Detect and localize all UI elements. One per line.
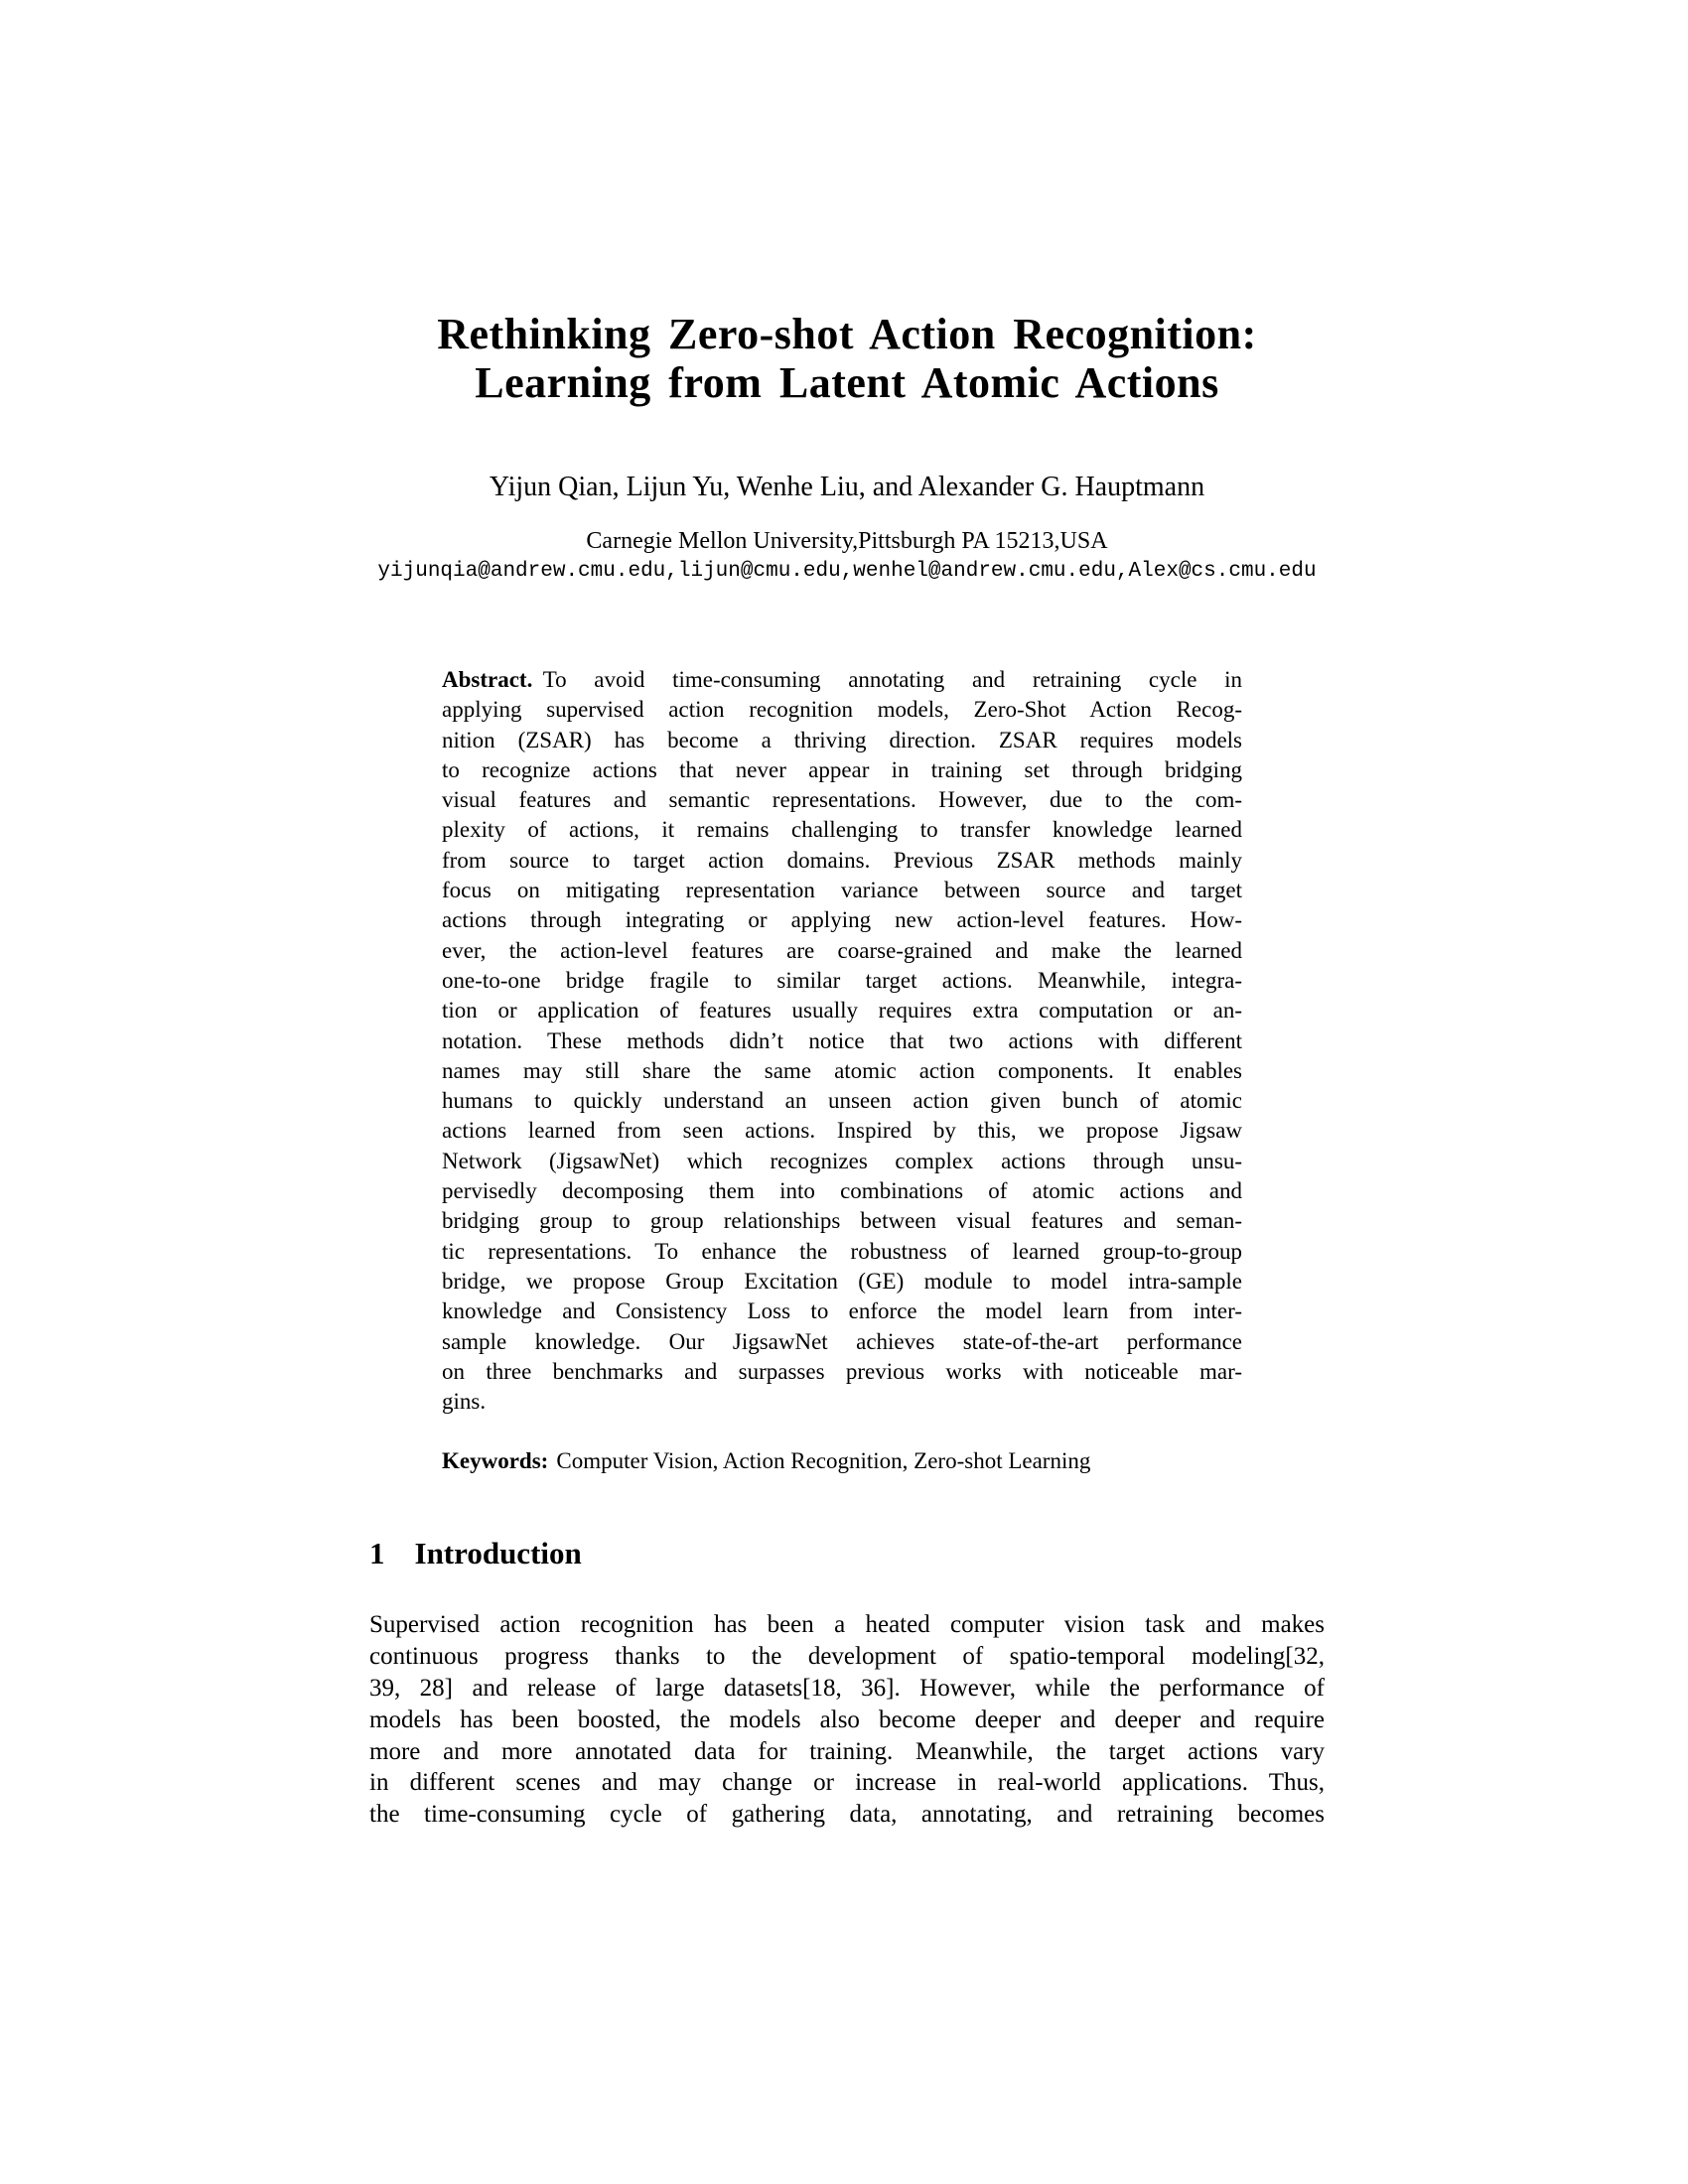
abstract-line: focus on mitigating representation variance between source and target [442,878,1242,903]
abstract-block [442,665,1242,1417]
text-column [369,0,1325,1831]
abstract-line: actions learned from seen actions. Inspired by this, we propose Jigsaw [442,1118,1242,1144]
affiliation-line: Carnegie Mellon University,Pittsburgh PA 15213,USA [586,528,1108,554]
abstract-line: to recognize actions that never appear in training set through bridging [442,756,1242,782]
abstract-line: notation. These methods didn’t notice that two actions with different [442,1027,1242,1053]
abstract-line: from source to target action domains. Previous ZSAR methods mainly [442,847,1242,873]
abstract-line: ever, the action-level features are coarse-grained and make the learned [442,937,1242,963]
section-title: Introduction [414,1536,582,1571]
paragraph-line: the time-consuming cycle of gathering data, annotating, and retraining becomes [369,1801,1325,1829]
intro-paragraph [369,1609,1325,1831]
page-title [369,0,1325,407]
section-number: 1 [369,1536,385,1571]
paragraph-line: more and more annotated data for training. Meanwhile, the target actions vary [369,1737,1325,1765]
abstract-line: gins. [442,1389,487,1415]
title-line: Rethinking Zero-shot Action Recognition: [437,310,1257,358]
keywords-text: Computer Vision, Action Recognition, Zero-shot Learning [556,1448,1091,1474]
abstract-line: Abstract. To avoid time-consuming annotating and retraining cycle in [442,667,1242,692]
paragraph-line: Supervised action recognition has been a heated computer vision task and makes [369,1611,1325,1639]
abstract-line: bridging group to group relationships between visual features and seman- [442,1208,1242,1234]
abstract-line: nition (ZSAR) has become a thriving direction. ZSAR requires models [442,727,1242,752]
emails-line: yijunqia@andrew.cmu.edu,lijun@cmu.edu,wenhel@andrew.cmu.edu,Alex@cs.cmu.edu [377,560,1317,583]
abstract-line: plexity of actions, it remains challenging to transfer knowledge learned [442,817,1242,843]
keywords-line [442,1446,1242,1476]
paragraph-line: continuous progress thanks to the development of spatio-temporal modeling[32, [369,1643,1325,1671]
abstract-line: sample knowledge. Our JigsawNet achieves state-of-the-art performance [442,1328,1242,1354]
authors-line: Yijun Qian, Lijun Yu, Wenhe Liu, and Alexander G. Hauptmann [489,472,1205,502]
paragraph-line: models has been boosted, the models also become deeper and deeper and require [369,1706,1325,1733]
keywords-label: Keywords: [442,1448,549,1474]
paragraph-line: in different scenes and may change or increase in real-world applications. Thus, [369,1769,1325,1797]
abstract-line: knowledge and Consistency Loss to enforce the model learn from inter- [442,1298,1242,1324]
abstract-line: applying supervised action recognition models, Zero-Shot Action Recog- [442,697,1242,723]
title-line: Learning from Latent Atomic Actions [475,358,1219,407]
abstract-line: one-to-one bridge fragile to similar target actions. Meanwhile, integra- [442,967,1242,993]
abstract-label: Abstract. [442,667,533,692]
abstract-line: bridge, we propose Group Excitation (GE) module to model intra-sample [442,1268,1242,1294]
section-heading [369,1536,1325,1571]
abstract-line: on three benchmarks and surpasses previous works with noticeable mar- [442,1358,1242,1384]
abstract-line: tic representations. To enhance the robustness of learned group-to-group [442,1238,1242,1264]
abstract-line: tion or application of features usually requires extra computation or an- [442,998,1242,1024]
abstract-line: names may still share the same atomic action components. It enables [442,1057,1242,1083]
abstract-line: visual features and semantic representations. However, due to the com- [442,787,1242,813]
abstract-line: pervisedly decomposing them into combinations of atomic actions and [442,1178,1242,1204]
abstract-line: Network (JigsawNet) which recognizes complex actions through unsu- [442,1148,1242,1173]
paragraph-line: 39, 28] and release of large datasets[18, 36]. However, while the performance of [369,1675,1325,1703]
abstract-line: actions through integrating or applying new action-level features. How- [442,907,1242,933]
abstract-line: humans to quickly understand an unseen action given bunch of atomic [442,1088,1242,1114]
